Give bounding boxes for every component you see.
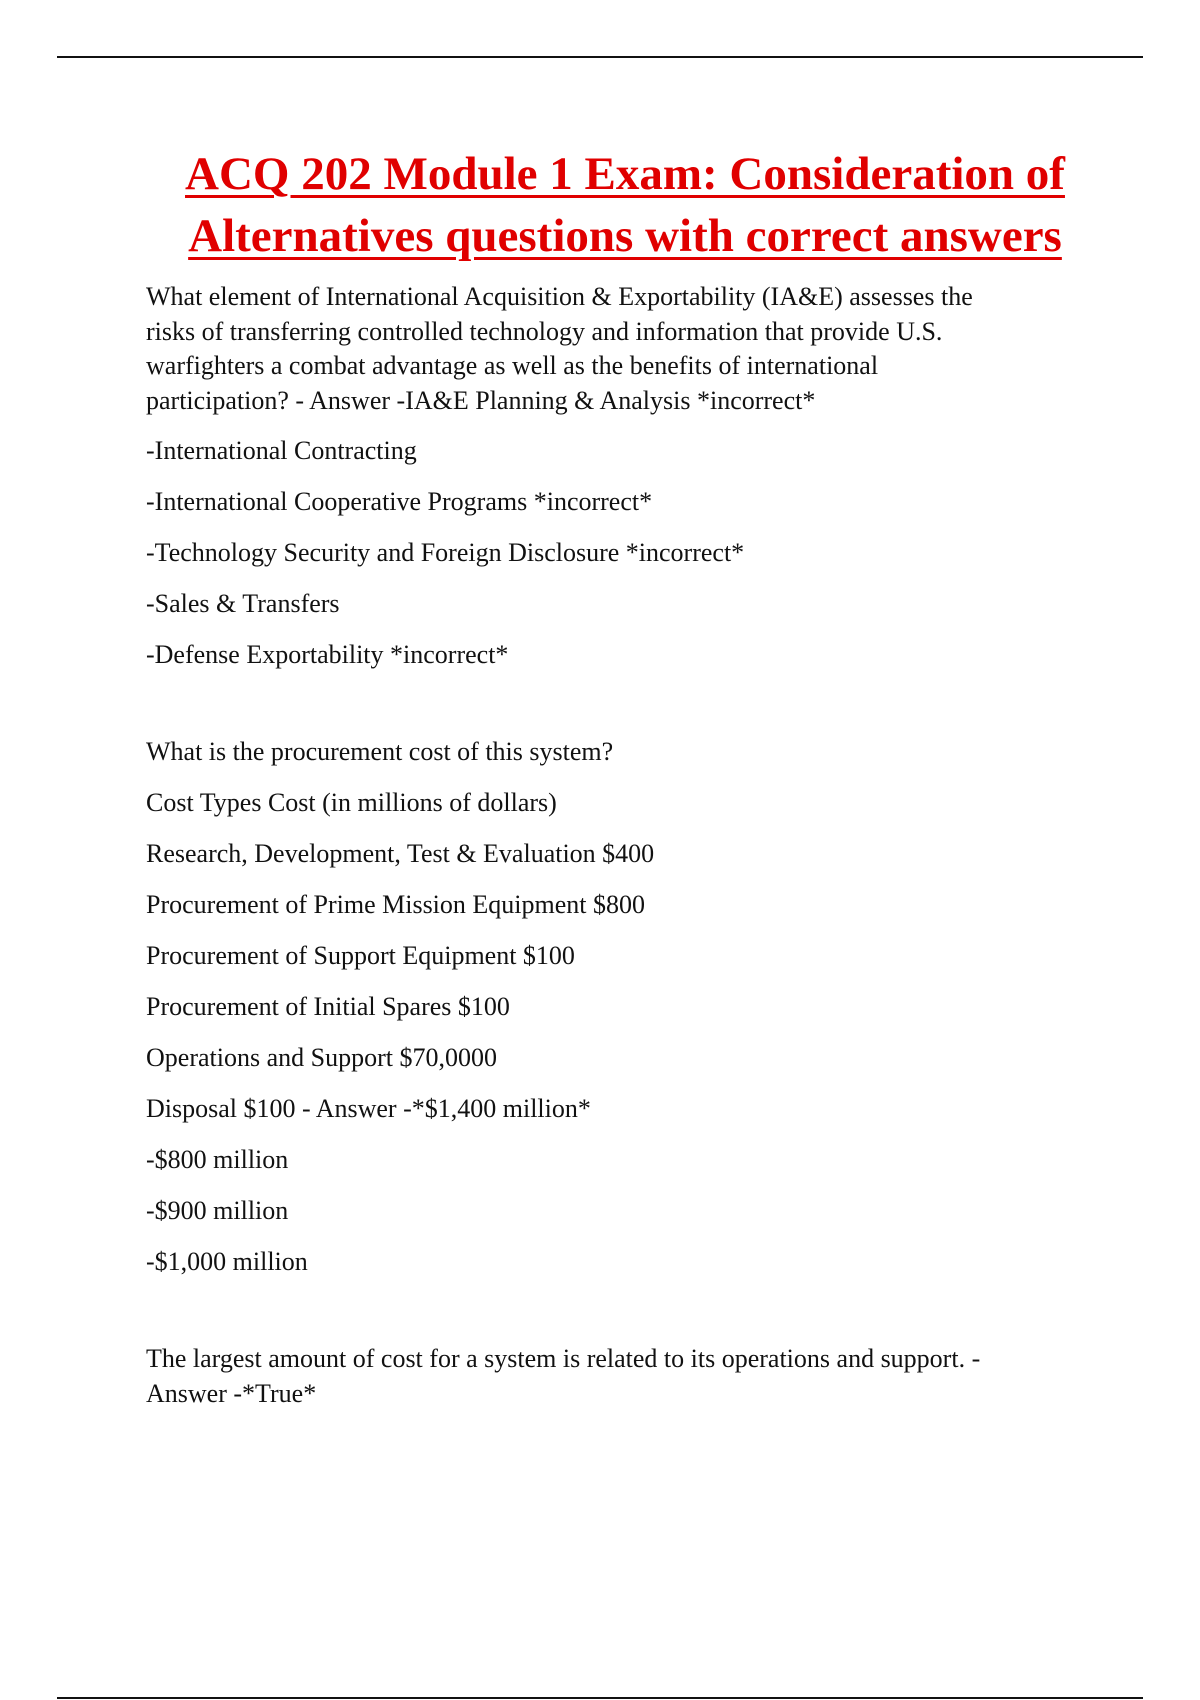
question-2-text-line: What is the procurement cost of this system? [146, 737, 614, 766]
title-line-1: ACQ 202 Module 1 Exam: Consideration of [185, 148, 1065, 200]
question-1-text-line: warfighters a combat advantage as well as the benefits of international [146, 351, 879, 380]
question-2-options [146, 1143, 1076, 1280]
answer-option: -International Cooperative Programs *incorrect* [146, 487, 653, 516]
question-1 [146, 280, 1076, 418]
question-2-text-line: Procurement of Initial Spares $100 [146, 992, 510, 1021]
answer-option: -Technology Security and Foreign Disclosure *incorrect* [146, 538, 745, 567]
question-2-text-line: Operations and Support $70,0000 [146, 1043, 497, 1072]
title-line-2: Alternatives questions with correct answers [188, 210, 1062, 262]
answer-option: -Sales & Transfers [146, 589, 340, 618]
answer-option: -$1,000 million [146, 1247, 308, 1276]
question-2-text-line: Disposal $100 - Answer -*$1,400 million* [146, 1094, 591, 1123]
answer-option: -International Contracting [146, 436, 417, 465]
bottom-rule [57, 1697, 1143, 1699]
question-1-text-line: What element of International Acquisition & Exportability (IA&E) assesses the [146, 282, 973, 311]
question-1-options [146, 434, 1076, 673]
document-body [146, 280, 1076, 1411]
answer-option: -$900 million [146, 1196, 289, 1225]
spacer [146, 689, 1076, 735]
question-2-text-line: Cost Types Cost (in millions of dollars) [146, 788, 557, 817]
top-rule [57, 56, 1143, 58]
question-1-text-line: participation? - Answer -IA&E Planning & Analysis *incorrect* [146, 385, 816, 415]
answer-option: -Defense Exportability *incorrect* [146, 640, 509, 669]
question-2-text-line: Research, Development, Test & Evaluation $400 [146, 839, 655, 868]
question-3-text-line: Answer -*True* [146, 1378, 317, 1408]
question-3-text-line: The largest amount of cost for a system is related to its operations and support. - [146, 1344, 981, 1373]
question-1-text-line: risks of transferring controlled technology and information that provide U.S. [146, 316, 943, 346]
page-title [100, 143, 1150, 267]
answer-option: -$800 million [146, 1145, 289, 1174]
question-2-text-line: Procurement of Prime Mission Equipment $800 [146, 890, 646, 919]
spacer [146, 1296, 1076, 1342]
question-2 [146, 735, 1076, 1127]
question-2-text-line: Procurement of Support Equipment $100 [146, 941, 575, 970]
question-3 [146, 1342, 1076, 1411]
